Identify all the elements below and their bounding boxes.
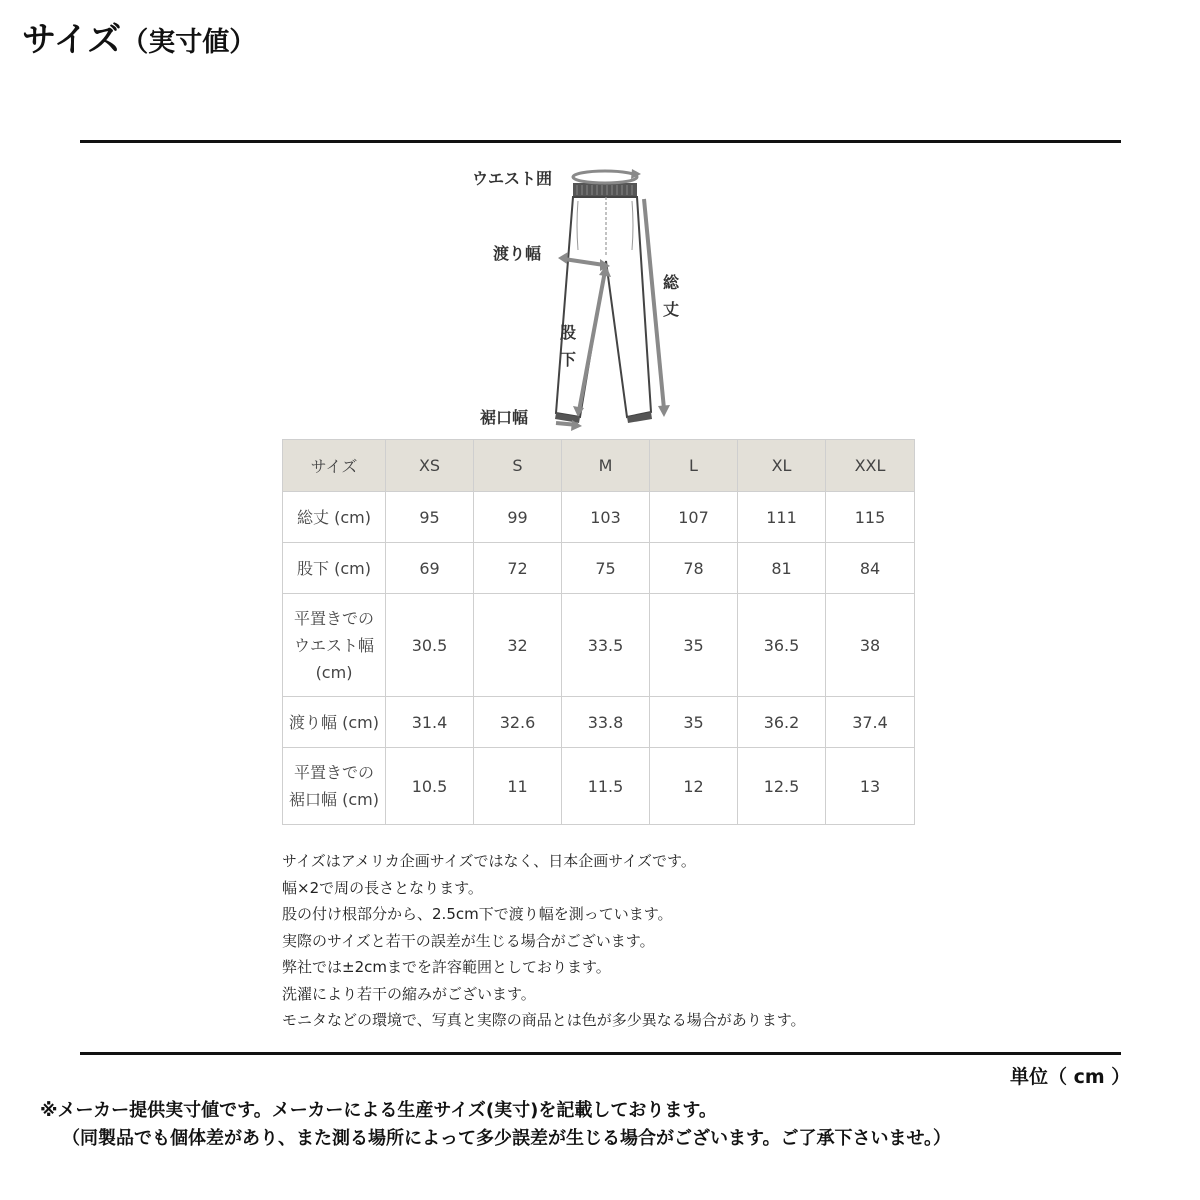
unit-label: 単位（ cm ）	[1010, 1066, 1131, 1088]
row-label-waist-width	[283, 594, 386, 697]
table-cell: 78	[650, 543, 738, 594]
table-cell: 33.5	[562, 594, 650, 697]
table-row	[283, 594, 915, 697]
bottom-divider	[80, 1052, 1121, 1055]
table-cell: 84	[826, 543, 915, 594]
table-cell: 11	[474, 748, 562, 825]
table-cell: 38	[826, 594, 915, 697]
length-label-char: 丈	[662, 300, 679, 319]
row-label-line: 平置きでの	[293, 608, 374, 628]
table-cell: 35	[650, 697, 738, 748]
note-line: 股の付け根部分から、2.5cm下で渡り幅を測っています。	[282, 905, 673, 923]
table-cell: 10.5	[386, 748, 474, 825]
table-cell: 103	[562, 492, 650, 543]
table-cell: 72	[474, 543, 562, 594]
table-cell: 32	[474, 594, 562, 697]
rise-label: 渡り幅	[493, 244, 542, 263]
table-cell: 37.4	[826, 697, 915, 748]
table-cell: 30.5	[386, 594, 474, 697]
header-xxl: XXL	[826, 440, 915, 492]
note-line: モニタなどの環境で、写真と実際の商品とは色が多少異なる場合があります。	[282, 1011, 806, 1029]
size-table	[282, 439, 915, 825]
row-label-line: 裾口幅 (cm)	[289, 790, 379, 809]
table-cell: 75	[562, 543, 650, 594]
table-cell: 13	[826, 748, 915, 825]
table-cell: 81	[738, 543, 826, 594]
table-cell: 12	[650, 748, 738, 825]
row-label-hem-width	[283, 748, 386, 825]
note-line: サイズはアメリカ企画サイズではなく、日本企画サイズです。	[282, 852, 696, 870]
note-line: 実際のサイズと若干の誤差が生じる場合がございます。	[282, 931, 655, 950]
table-header-row	[283, 440, 915, 492]
footnote	[40, 1097, 951, 1153]
waist-arrow	[573, 171, 637, 183]
table-cell: 12.5	[738, 748, 826, 825]
inseam-label-char: 下	[559, 350, 576, 369]
row-label-line: (cm)	[315, 662, 353, 682]
inseam-label	[559, 319, 577, 373]
header-m: M	[562, 440, 650, 492]
table-cell: 107	[650, 492, 738, 543]
table-row	[283, 697, 915, 748]
note-line: 弊社では±2cmまでを許容範囲としております。	[282, 958, 611, 976]
table-cell: 95	[386, 492, 474, 543]
table-cell: 36.5	[738, 594, 826, 697]
note-line: 洗濯により若干の縮みがございます。	[282, 984, 536, 1003]
table-cell: 32.6	[474, 697, 562, 748]
header-xl: XL	[738, 440, 826, 492]
table-row	[283, 543, 915, 594]
table-row	[283, 748, 915, 825]
pants-outline	[556, 197, 651, 417]
table-cell: 33.8	[562, 697, 650, 748]
length-label	[662, 269, 680, 323]
page-title-main: サイズ	[22, 20, 122, 60]
table-cell: 31.4	[386, 697, 474, 748]
header-s: S	[474, 440, 562, 492]
row-label-inseam: 股下 (cm)	[283, 543, 386, 594]
row-label-line: ウエスト幅	[293, 635, 374, 655]
note-line: 幅×2で周の長さとなります。	[282, 878, 483, 897]
inseam-label-char: 股	[559, 323, 576, 342]
footnote-line-1: ※メーカー提供実寸値です。メーカーによる生産サイズ(実寸)を記載しております。	[40, 1100, 717, 1121]
table-cell: 36.2	[738, 697, 826, 748]
header-size: サイズ	[283, 440, 386, 492]
table-row	[283, 492, 915, 543]
row-label-rise: 渡り幅 (cm)	[283, 697, 386, 748]
top-divider	[80, 140, 1121, 143]
table-cell: 69	[386, 543, 474, 594]
table-cell: 35	[650, 594, 738, 697]
table-cell: 99	[474, 492, 562, 543]
header-l: L	[650, 440, 738, 492]
waist-label: ウエスト囲	[472, 169, 553, 188]
page-title	[22, 12, 256, 61]
row-label-line: 平置きでの	[293, 763, 374, 782]
table-cell: 115	[826, 492, 915, 543]
row-label-total-length: 総丈 (cm)	[283, 492, 386, 543]
length-label-char: 総	[662, 273, 679, 292]
hem-label: 裾口幅	[480, 408, 529, 427]
pants-diagram	[460, 155, 710, 440]
page-title-sub: （実寸値）	[121, 27, 257, 58]
header-xs: XS	[386, 440, 474, 492]
table-cell: 11.5	[562, 748, 650, 825]
footnote-line-2: （同製品でも個体差があり、また測る場所によって多少誤差が生じる場合がございます。ご了承下さいませ。）	[62, 1128, 952, 1149]
size-notes	[282, 848, 806, 1034]
table-cell: 111	[738, 492, 826, 543]
